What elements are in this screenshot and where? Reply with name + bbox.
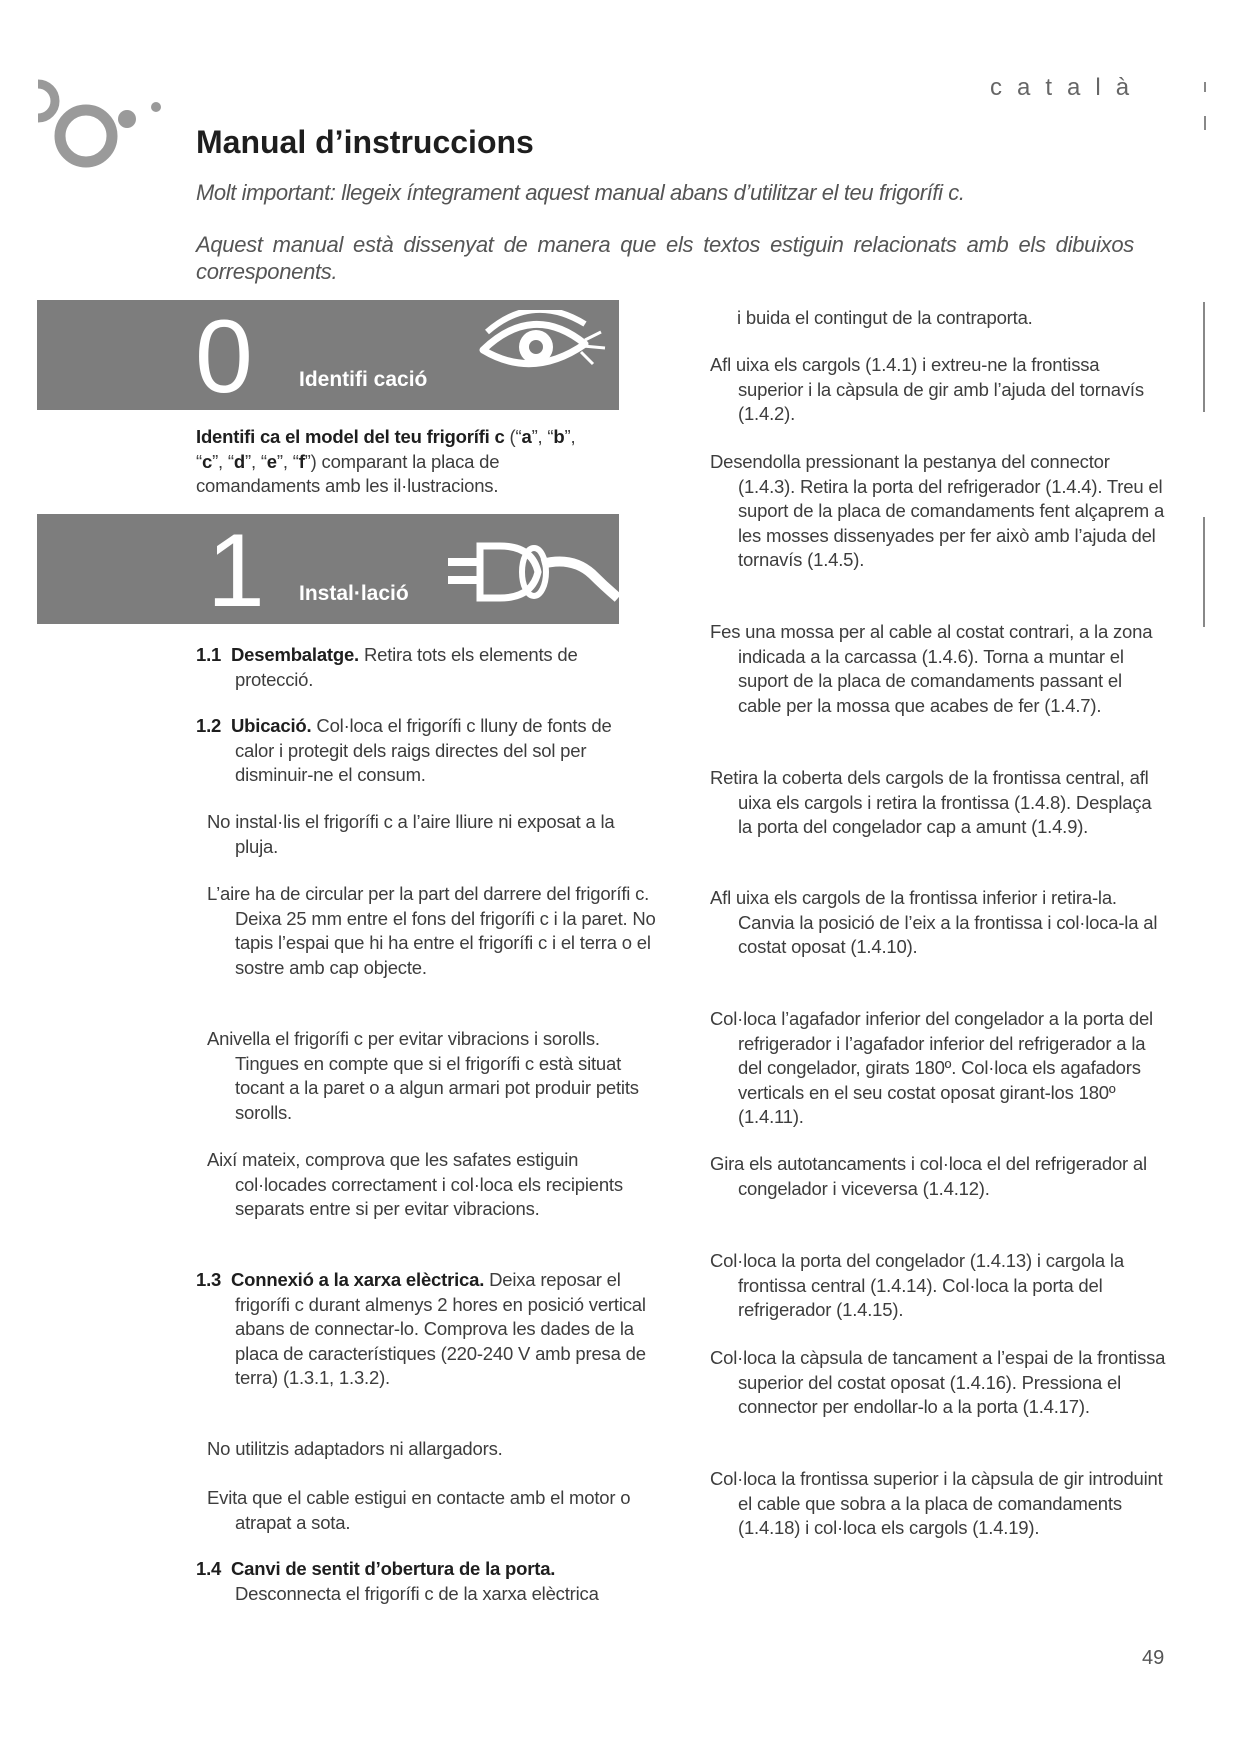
important-note: Molt important: llegeix íntegrament aquest manual abans d’utilitzar el teu frigorífi c. [196,180,965,205]
list-item: Anivella el frigorífi c per evitar vibracions i sorolls. Tingues en compte que si el frigorífi c està situat tocant a la paret o a algun armari pot produir petits sorolls. [207,1028,639,1123]
page-title: Manual d’instruccions [196,124,534,160]
right-paragraph: Col·loca la porta del congelador (1.4.13) i cargola la frontissa central (1.4.14). Col·loca la porta del refrigerador (1.4.15). [710,1250,1124,1320]
right-paragraph: Gira els autotancaments i col·loca el del refrigerador al congelador i viceversa (1.4.12). [710,1153,1147,1199]
list-item: 1.2 Ubicació. Col·loca el frigorífi c lluny de fonts de calor i protegit dels raigs directes del sol per disminuir-ne el consum. [196,715,612,785]
margin-mark [1204,82,1206,92]
plug-icon [442,534,619,624]
manual-description: Aquest manual està dissenyat de manera que els textos estiguin relacionats amb els dibuixos corresponents. [196,232,1134,284]
right-paragraph: Retira la coberta dels cargols de la frontissa central, afl uixa els cargols i retira la frontissa (1.4.8). Desplaça la porta del congelador cap a amunt (1.4.9). [710,767,1152,837]
section-0-text: Identifi ca el model del teu frigorífi c (“a”, “b”, “c”, “d”, “e”, “f”) comparant la placa de comandaments amb les il·lustracions. [196,426,576,496]
section-1-banner [37,514,619,624]
right-paragraph: Desendolla pressionant la pestanya del connector (1.4.3). Retira la porta del refrigerador (1.4.4). Treu el suport de la placa de comandaments fent alçaprem a les mosses dissenyades per fer això amb l’ajuda del tornavís (1.4.5). [710,451,1165,570]
section-number: 0 [195,300,253,410]
margin-bar [1203,517,1205,627]
right-paragraph: i buida el contingut de la contraporta. [737,307,1033,328]
brand-logo [34,78,164,183]
section-0-banner [37,300,619,410]
section-number: 1 [207,514,265,624]
list-item: L’aire ha de circular per la part del darrere del frigorífi c. Deixa 25 mm entre el fons del frigorífi c i la paret. No tapis l’espai que hi ha entre el frigorífi c i el terra o el sostre amb cap objecte. [207,883,656,978]
right-paragraph: Afl uixa els cargols (1.4.1) i extreu-ne la frontissa superior i la càpsula de gir amb l’ajuda del tornavís (1.4.2). [710,354,1144,424]
margin-bar [1203,302,1205,412]
right-paragraph: Col·loca la frontissa superior i la càpsula de gir introduint el cable que sobra a la placa de comandaments (1.4.18) i col·loca els cargols (1.4.19). [710,1468,1163,1538]
section-title: Instal·lació [299,582,409,605]
page-number: 49 [1142,1647,1165,1669]
list-item: Evita que el cable estigui en contacte amb el motor o atrapat a sota. [207,1487,631,1533]
section-title: Identifi cació [299,368,428,391]
list-item: No utilitzis adaptadors ni allargadors. [207,1438,503,1459]
right-paragraph: Col·loca la càpsula de tancament a l’espai de la frontissa superior del costat oposat (1.4.16). Pressiona el connector per endollar-lo a la porta (1.4.17). [710,1347,1166,1417]
right-paragraph: Fes una mossa per al cable al costat contrari, a la zona indicada a la carcassa (1.4.6). Torna a muntar el suport de la placa de comandaments passant el cable per la mossa que acabes de fer (1.4.7). [710,621,1153,716]
list-item: Així mateix, comprova que les safates estiguin col·locades correctament i col·loca els recipients separats entre si per evitar vibracions. [207,1149,623,1219]
eye-icon [473,310,609,380]
list-item: No instal·lis el frigorífi c a l’aire lliure ni exposat a la pluja. [207,811,615,857]
language-label: català [990,74,1145,101]
list-item: 1.4 Canvi de sentit d’obertura de la porta. Desconnecta el frigorífi c de la xarxa elèctrica [196,1558,599,1604]
list-item: 1.3 Connexió a la xarxa elèctrica. Deixa reposar el frigorífi c durant almenys 2 hores en posició vertical abans de connectar-lo. Comprova les dades de la placa de característiques (220-240 V amb presa de terra) (1.3.1, 1.3.2). [196,1269,646,1388]
list-item: 1.1 Desembalatge. Retira tots els elements de protecció. [196,644,578,690]
right-paragraph: Col·loca l’agafador inferior del congelador a la porta del refrigerador i l’agafador inferior del refrigerador a la del congelador, girats 180º. Col·loca els agafadors verticals en el seu costat oposat girant-los 180º (1.4.11). [710,1008,1153,1127]
margin-mark [1204,116,1206,130]
right-paragraph: Afl uixa els cargols de la frontissa inferior i retira-la. Canvia la posició de l’eix a la frontissa i col·loca-la al costat oposat (1.4.10). [710,887,1158,957]
